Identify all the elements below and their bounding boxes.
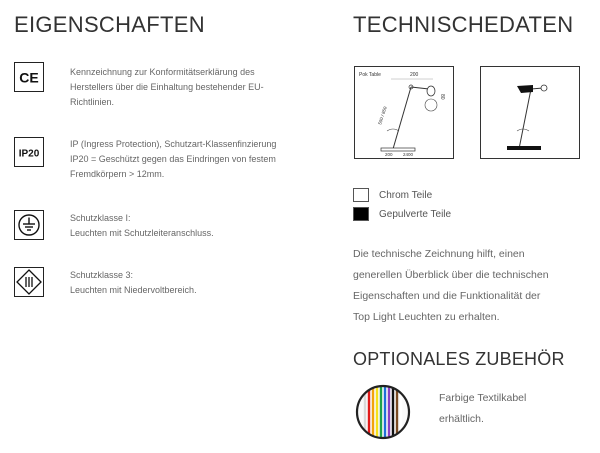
svg-text:550 / 850: 550 / 850 [377,105,388,126]
svg-text:CE: CE [19,69,39,86]
protection-class-3-description: Schutzklasse 3: Leuchten mit Niedervoltbereich. [70,270,197,295]
protection-class-3-icon [14,267,44,297]
svg-text:Pok Table: Pok Table [359,72,381,78]
svg-text:IP20: IP20 [18,148,40,160]
svg-text:200: 200 [385,152,393,157]
technical-drawing-powder-coated [480,66,580,159]
colored-cable-icon [355,384,411,440]
ip20-icon [14,137,44,167]
protection-class-1-description: Schutzklasse I: Leuchten mit Schutzleiteranschluss. [70,213,214,238]
ce-mark-icon [14,62,44,92]
legend-swatch-chrome [353,188,369,202]
legend-swatch-powder-coated [353,207,369,221]
technical-drawing-chrome [354,66,454,159]
svg-text:2400: 2400 [403,152,414,157]
protection-class-1-icon [14,210,44,240]
technical-data-heading: TECHNISCHEDATEN [353,12,574,37]
technical-drawing-description: Die technische Zeichnung hilft, einen generellen Überblick über die technischen Eigenschaften und die Funktionalität der Top Light Leuchten zu erhalten. [353,248,549,323]
legend-label-powder-coated: Gepulverte Teile [379,209,452,220]
legend-label-chrome: Chrom Teile [379,190,433,201]
ce-description: Kennzeichnung zur Konformitätserklärung des Herstellers über die Einhaltung bestehender EU- Richtlinien. [70,67,264,107]
optional-accessories-heading: OPTIONALES ZUBEHÖR [353,349,565,369]
properties-heading: EIGENSCHAFTEN [14,12,205,37]
svg-text:80: 80 [439,94,445,100]
accessory-description: Farbige Textilkabel erhältlich. [439,392,527,425]
svg-text:200: 200 [410,72,419,78]
ip20-description: IP (Ingress Protection), Schutzart-Klassenfinzierung IP20 = Geschützt gegen das Eindringen von festem Fremdkörpern > 12mm. [70,139,277,179]
